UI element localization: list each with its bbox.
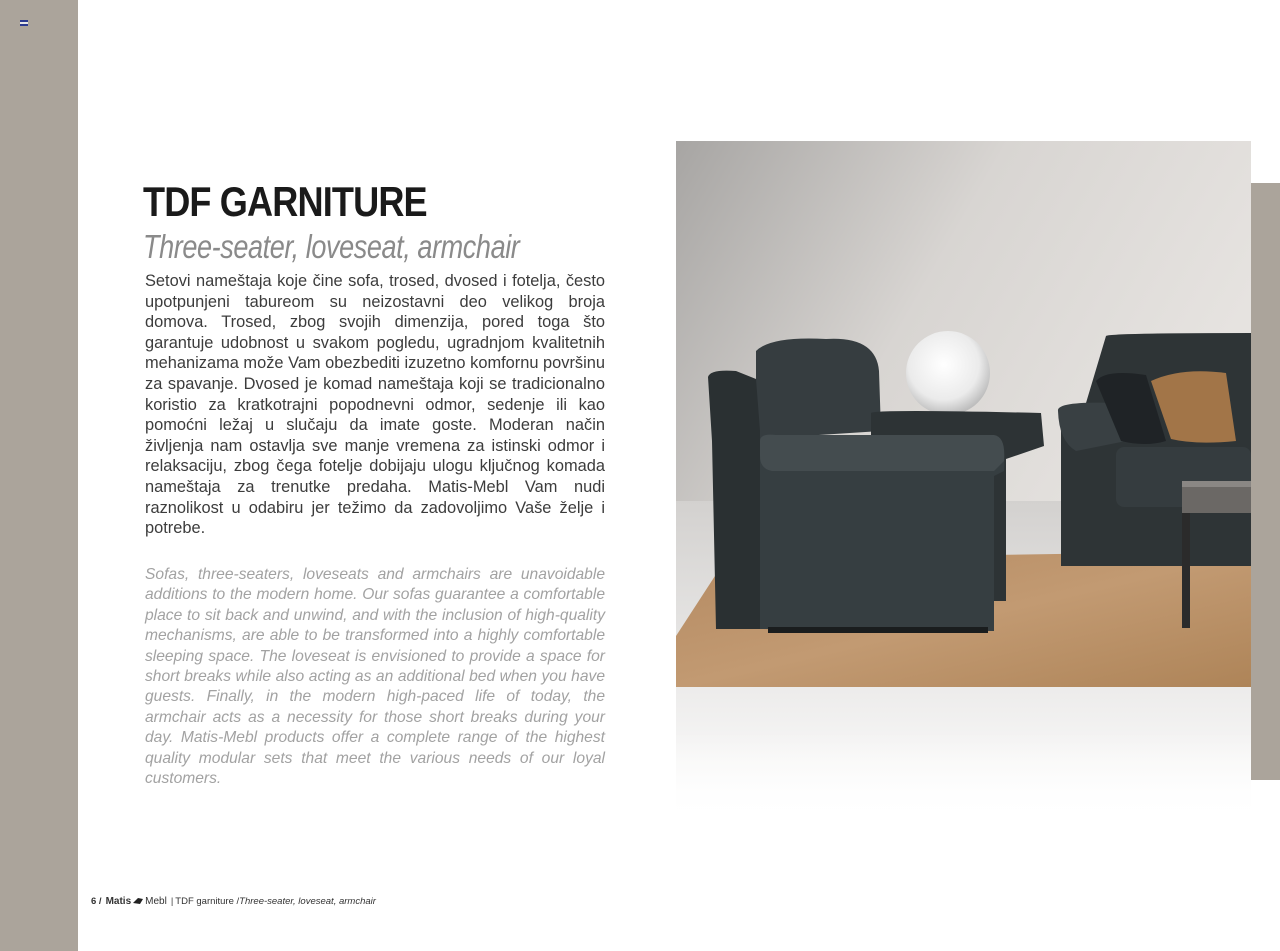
logo-text-right: Mebl [145, 895, 167, 907]
footer-divider: | [170, 895, 174, 907]
page-title: TDF GARNITURE [143, 178, 427, 225]
left-margin-band [0, 0, 78, 951]
brand-logo [106, 896, 167, 907]
lamp-logo-icon [132, 897, 144, 905]
flag-icon [20, 20, 28, 26]
logo-text-left: Matis [105, 895, 132, 907]
lamp [906, 331, 990, 415]
body-text-serbian: Setovi nameštaja koje čine sofa, trosed, dvosed i fotelja, često upotpunjeni tabureom su neizostavni deo velikog broja domova. Trosed, zbog svojih dimenzija, pored toga što garantuje udobnost u svakom pogledu, ugradnjom kvalitetnih mehanizama može Vam obezbediti izuzetno komfornu površinu za spavanje. Dvosed je komad nameštaja koji se tradicionalno koristio za kratkotrajni popodnevni odmor, sedenje ili kao pomoćni ležaj u slučaju da imate goste. Moderan način življenja nam ostavlja sve manje vremena za istinski odmor i relaksaciju, zbog čega fotelje dobijaju ulogu ključnog komada nameštaja za trenutke predaha. Matis-Mebl Vam nudi raznolikost u odabiru jer težimo da zadovoljimo Vaše želje i potrebe. [145, 272, 605, 538]
page-subtitle: Three-seater, loveseat, armchair [143, 228, 520, 265]
product-photo [676, 141, 1251, 822]
footer-section: TDF garniture / [175, 895, 240, 907]
page-footer [91, 894, 376, 908]
body-text-english: Sofas, three-seaters, loveseats and armchairs are unavoidable additions to the modern home. Our sofas guarantee a comfortable place to sit back and unwind, and with the inclusion of high-quality mechanisms, are able to be transformed into a highly comfortable sleeping space. The loveseat is envisioned to provide a space for short breaks while also acting as an additional bed when you have guests. Finally, in the modern high-paced life of today, the armchair acts as a necessity for those short breaks during your day. Matis-Mebl products offer a complete range of the highest quality modular sets that meet the various needs of our loyal customers. [145, 566, 605, 788]
page-number: 6 / [91, 895, 102, 907]
side-accent-strip [1251, 183, 1280, 780]
footer-section-sub: Three-seater, loveseat, armchair [239, 895, 376, 907]
